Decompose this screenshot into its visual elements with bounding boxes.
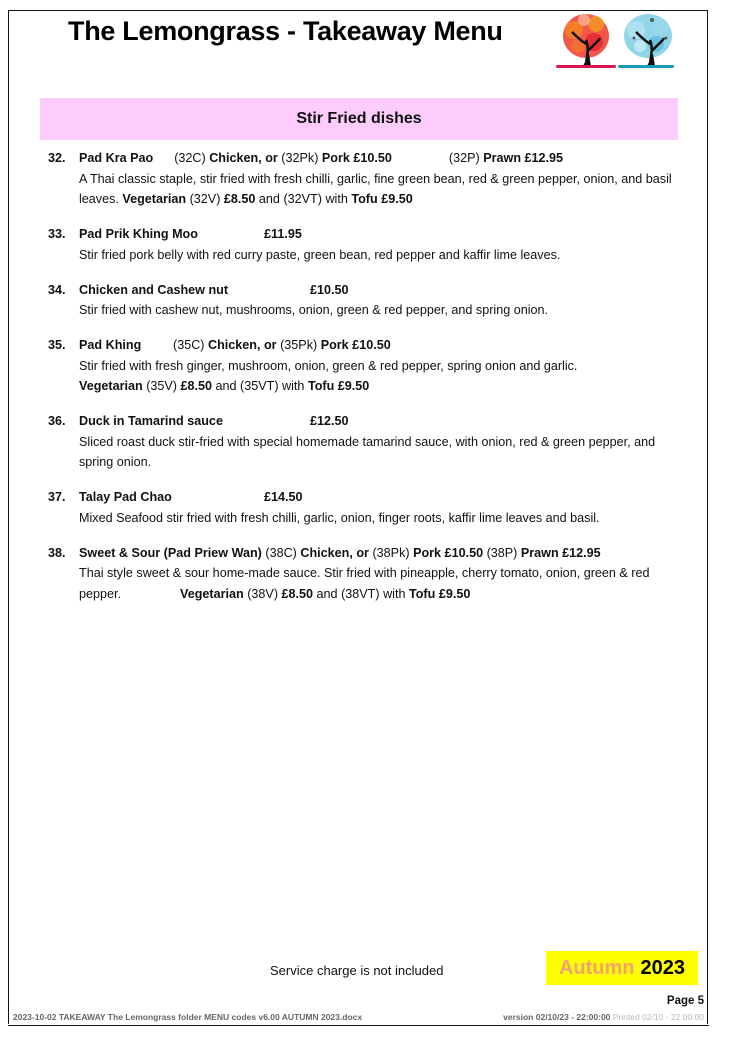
menu-item — [48, 411, 688, 473]
printed-text: Printed 02/10 - 22:00:00 — [612, 1012, 704, 1022]
item-number: 35. — [48, 338, 66, 352]
item-number: 33. — [48, 227, 66, 241]
item-description: Mixed Seafood stir fried with fresh chilli, garlic, onion, finger roots, kaffir lime leaves and basil. — [79, 510, 600, 525]
option-code: (32P) — [448, 151, 484, 165]
menu-item — [48, 487, 688, 528]
veg-price: £8.50 — [281, 586, 314, 601]
page-border-bottom — [8, 1025, 709, 1026]
option-label: Chicken, or — [208, 338, 281, 352]
item-name: Sweet & Sour (Pad Priew Wan) — [79, 545, 262, 560]
option-price: Prawn £12.95 — [483, 151, 564, 165]
tofu-price: £9.50 — [381, 192, 413, 206]
item-name: Chicken and Cashew nut — [79, 282, 229, 297]
item-description: Sliced roast duck stir-fried with special homemade tamarind sauce, with onion, red & green pepper, and spring onion. — [79, 434, 656, 469]
page-title: The Lemongrass - Takeaway Menu — [68, 16, 503, 46]
veg-label: Vegetarian — [79, 379, 143, 393]
option-code: (35Pk) — [280, 338, 321, 352]
page-number: Page 5 — [666, 995, 704, 1007]
option-price: Pork £10.50 — [413, 545, 487, 560]
tofu-price: £9.50 — [438, 586, 471, 601]
menu-list — [48, 148, 688, 619]
item-description: Stir fried with cashew nut, mushrooms, onion, green & red pepper, and spring onion. — [79, 303, 549, 317]
tofu-price: £9.50 — [337, 379, 370, 393]
footer-filename: 2023-10-02 TAKEAWAY The Lemongrass folder MENU codes v6.00 AUTUMN 2023.docx — [13, 1012, 363, 1022]
item-price: £11.95 — [264, 227, 302, 241]
item-number: 34. — [48, 282, 66, 297]
item-price: £12.50 — [310, 414, 349, 428]
option-code: (35C) — [173, 338, 208, 352]
footer-version — [503, 1012, 704, 1022]
item-description: Stir fried pork belly with red curry paste, green bean, red pepper and kaffir lime leaves. — [79, 247, 561, 262]
option-code: (32C) — [174, 151, 210, 165]
item-name: Pad Kra Pao — [79, 151, 154, 165]
option-code: (38Pk) — [372, 545, 414, 560]
item-description: A Thai classic staple, stir fried with fresh chilli, garlic, fine green bean, red & green pepper, onion, and basil leaves. Vegetarian (32V) £8.50 and (32VT) with Tofu £9.50 — [79, 171, 672, 206]
tofu-label: Tofu — [307, 379, 335, 393]
season-badge — [546, 951, 698, 985]
item-description: Thai style sweet & sour home-made sauce. Stir fried with pineapple, cherry tomato, onion, green & red pepper. Vegetarian (38V) £8.50 and (38VT) with Tofu £9.50 — [79, 566, 650, 601]
veg-label: Vegetarian — [180, 586, 244, 601]
option-code: (32Pk) — [281, 151, 322, 165]
item-number: 32. — [48, 151, 66, 165]
option-price: Prawn £12.95 — [520, 545, 601, 560]
version-text: version 02/10/23 - 22:00:00 — [503, 1012, 611, 1022]
menu-item — [48, 224, 688, 265]
menu-item — [48, 280, 688, 321]
item-name: Talay Pad Chao — [79, 490, 172, 504]
section-title: Stir Fried dishes — [296, 110, 422, 127]
veg-line: Vegetarian (35V) £8.50 and (35VT) with Tofu £9.50 — [79, 379, 370, 393]
option-label: Chicken, or — [300, 545, 373, 560]
menu-item — [48, 543, 688, 605]
option-code: (38C) — [265, 545, 301, 560]
section-header — [40, 98, 678, 140]
item-price: £10.50 — [310, 282, 349, 297]
menu-item — [48, 148, 688, 210]
veg-price: £8.50 — [223, 192, 256, 206]
veg-label: Vegetarian — [122, 192, 187, 206]
item-name: Pad Prik Khing Moo — [79, 227, 198, 241]
option-label: Chicken, or — [209, 151, 282, 165]
option-price: Pork £10.50 — [321, 151, 392, 165]
option-price: Pork £10.50 — [320, 338, 391, 352]
item-number: 37. — [48, 490, 66, 504]
item-name: Pad Khing — [79, 338, 142, 352]
menu-item — [48, 335, 688, 397]
item-price: £14.50 — [264, 490, 303, 504]
tofu-label: Tofu — [408, 586, 436, 601]
option-code: (38P) — [486, 545, 521, 560]
item-number: 38. — [48, 545, 66, 560]
veg-price: £8.50 — [180, 379, 213, 393]
service-charge-note: Service charge is not included — [270, 963, 444, 978]
item-description: Stir fried with fresh ginger, mushroom, onion, green & red pepper, spring onion and garlic. — [79, 358, 578, 373]
tofu-label: Tofu — [351, 192, 378, 206]
item-name: Duck in Tamarind sauce — [79, 414, 223, 428]
season-word: Autumn — [558, 956, 635, 979]
season-year: 2023 — [640, 956, 686, 979]
item-number: 36. — [48, 414, 66, 428]
autumn-winter-trees-icon — [556, 10, 708, 70]
